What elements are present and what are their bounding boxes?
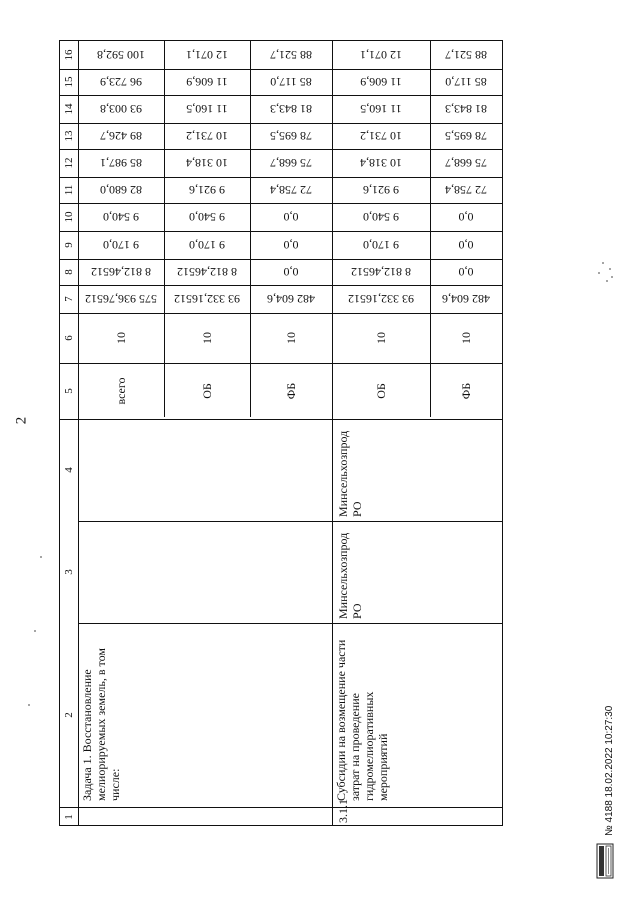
column-header: 11 [63, 184, 75, 196]
value-cell: 10 731,2 [186, 129, 228, 144]
page-number: 2 [13, 416, 30, 425]
value-cell: 9 170,0 [103, 238, 139, 253]
registry-stamp-icon [596, 843, 614, 879]
value-cell: 100 592,8 [97, 48, 145, 63]
value-cell: 8 812,46512 [91, 265, 151, 280]
value-cell: 72 758,4 [270, 183, 312, 198]
value-cell: 75 668,7 [445, 156, 487, 171]
value-cell: 12 071,1 [186, 48, 228, 63]
column-header: 6 [63, 335, 75, 341]
value-cell: 9 921,6 [363, 183, 399, 198]
value-cell: 12 071,1 [360, 48, 402, 63]
value-cell: 575 936,76512 [85, 292, 157, 307]
column-header: 12 [63, 157, 75, 169]
source-cell: всего [113, 377, 128, 405]
column-divider [332, 521, 502, 522]
column-header: 8 [63, 269, 75, 275]
term-cell: 10 [283, 332, 298, 344]
responsible-executor: Минсельхозпрод РО [336, 532, 364, 619]
column-header: 14 [63, 103, 75, 115]
column-header: 4 [63, 467, 75, 473]
value-cell: 93 003,8 [100, 102, 142, 117]
value-cell: 81 843,3 [270, 102, 312, 117]
value-cell: 10 318,4 [186, 156, 228, 171]
value-cell: 9 170,0 [189, 238, 225, 253]
value-cell: 82 680,0 [100, 183, 142, 198]
term-cell: 10 [373, 332, 388, 344]
value-cell: 78 695,5 [270, 129, 312, 144]
column-header: 9 [63, 242, 75, 248]
value-cell: 9 540,0 [189, 210, 225, 225]
column-header: 2 [63, 712, 75, 718]
column-header: 15 [63, 76, 75, 88]
value-cell: 78 695,5 [445, 129, 487, 144]
value-cell: 482 604,6 [442, 292, 490, 307]
value-cell: 89 426,7 [100, 129, 142, 144]
value-cell: 11 606,9 [186, 75, 228, 90]
value-cell: 72 758,4 [445, 183, 487, 198]
column-header: 10 [63, 211, 75, 223]
value-cell: 9 170,0 [363, 238, 399, 253]
value-cell: 0,0 [458, 238, 474, 253]
value-cell: 0,0 [283, 210, 299, 225]
column-header: 1 [63, 814, 75, 820]
registration-stamp-text: № 4188 18.02.2022 10:27:30 [604, 705, 615, 836]
row-number: 3.1.1 [336, 799, 350, 823]
co-executor: Минсельхозпрод РО [336, 430, 364, 517]
value-cell: 10 731,2 [360, 129, 402, 144]
value-cell: 0,0 [458, 210, 474, 225]
term-cell: 10 [113, 332, 128, 344]
budget-table [59, 40, 503, 826]
value-cell: 8 812,46512 [351, 265, 411, 280]
value-cell: 85 117,0 [445, 75, 487, 90]
value-cell: 8 812,46512 [177, 265, 237, 280]
column-header: 13 [63, 130, 75, 142]
column-header: 7 [63, 296, 75, 302]
value-cell: 85 117,0 [270, 75, 312, 90]
value-cell: 9 921,6 [189, 183, 225, 198]
column-divider [60, 807, 502, 808]
source-cell: ФБ [283, 382, 298, 400]
column-header: 3 [63, 569, 75, 575]
source-cell: ФБ [458, 382, 473, 400]
column-header: 16 [63, 49, 75, 61]
value-cell: 85 987,1 [100, 156, 142, 171]
value-cell: 0,0 [458, 265, 474, 280]
task-name: Задача 1. Восстановление мелиорируемых земель, в том числе: [80, 648, 122, 801]
value-cell: 9 540,0 [103, 210, 139, 225]
value-cell: 11 160,5 [360, 102, 402, 117]
value-cell: 482 604,6 [267, 292, 315, 307]
value-cell: 88 521,7 [270, 48, 312, 63]
column-header: 5 [63, 388, 75, 394]
value-cell: 93 332,16512 [348, 292, 414, 307]
value-cell: 93 332,16512 [174, 292, 240, 307]
term-cell: 10 [199, 332, 214, 344]
value-cell: 11 606,9 [360, 75, 402, 90]
value-cell: 81 843,3 [445, 102, 487, 117]
value-cell: 88 521,7 [445, 48, 487, 63]
value-cell: 0,0 [283, 238, 299, 253]
value-cell: 9 540,0 [363, 210, 399, 225]
source-cell: ОБ [199, 383, 214, 399]
column-divider [78, 623, 502, 624]
source-cell: ОБ [373, 383, 388, 399]
value-cell: 75 668,7 [270, 156, 312, 171]
measure-name: Субсидии на возмещение части затрат на проведение гидромелиоративных мероприятий [334, 639, 390, 801]
value-cell: 10 318,4 [360, 156, 402, 171]
value-cell: 96 723,9 [100, 75, 142, 90]
term-cell: 10 [458, 332, 473, 344]
value-cell: 11 160,5 [186, 102, 228, 117]
value-cell: 0,0 [283, 265, 299, 280]
